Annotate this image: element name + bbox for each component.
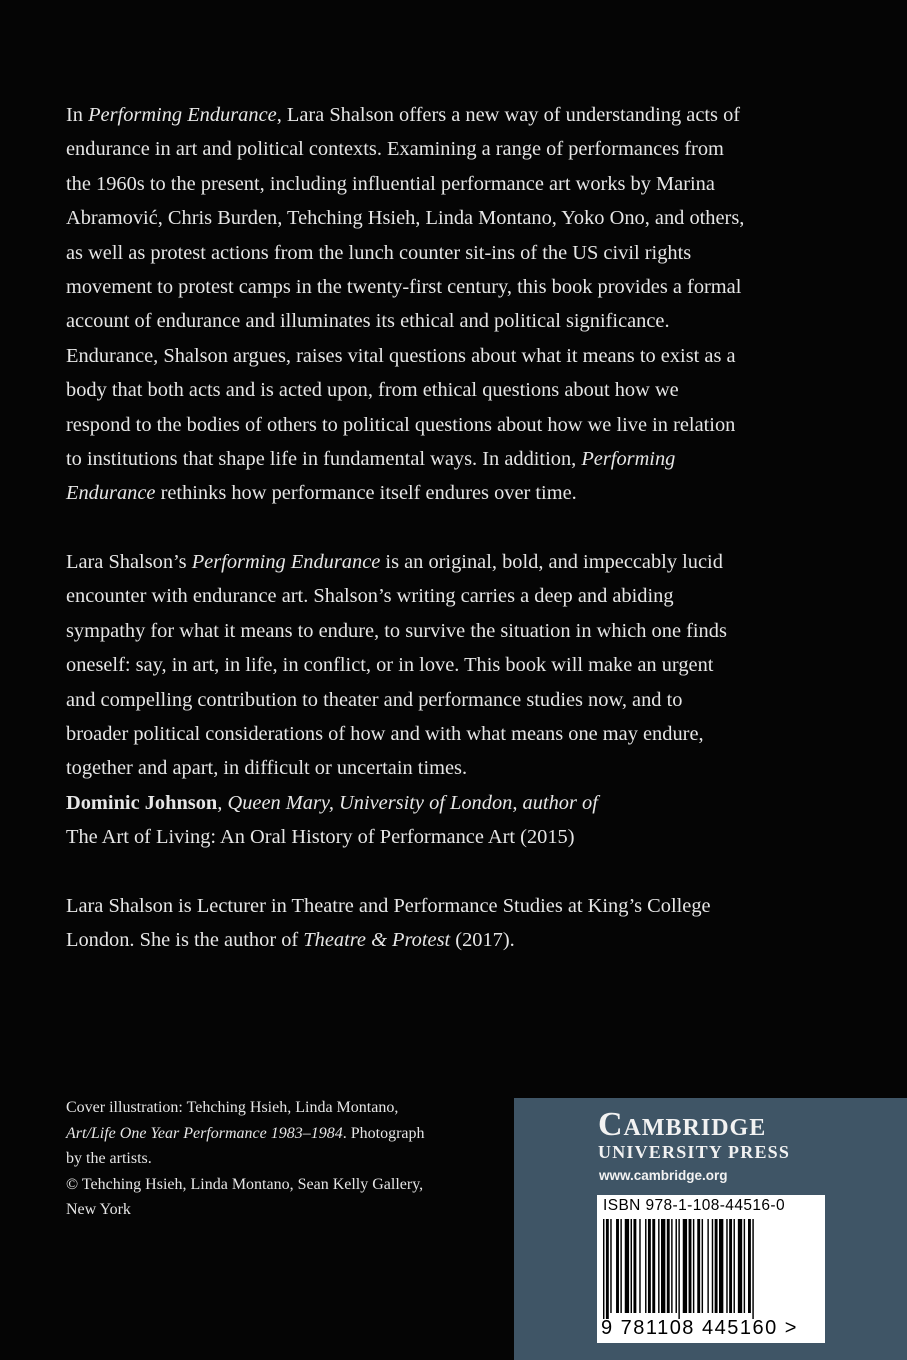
- barcode-bar: [658, 1219, 659, 1313]
- barcode-bar: [729, 1219, 732, 1313]
- barcode-bar: [639, 1219, 640, 1313]
- book-title: Performing Endurance: [191, 550, 381, 573]
- barcode-bar: [671, 1219, 672, 1313]
- author-prior-book: Theatre & Protest: [303, 928, 451, 951]
- barcode-bar: [738, 1219, 742, 1313]
- barcode-bar: [702, 1219, 703, 1313]
- credits-work-title: Art/Life One Year Performance 1983–1984: [66, 1124, 343, 1142]
- barcode-digits: 9 781108 445160 >: [601, 1317, 798, 1339]
- barcode-bar: [748, 1219, 751, 1313]
- barcode-bar: [707, 1219, 708, 1313]
- barcode-bar: [752, 1219, 753, 1319]
- blurb-paragraph-1: [66, 98, 746, 511]
- blurb-p2-intro: Lara Shalson’s: [66, 550, 192, 573]
- publisher-name: Cambridge: [598, 1106, 767, 1143]
- barcode-bar: [744, 1219, 745, 1313]
- endorsement-attribution: [66, 786, 746, 855]
- blurb-paragraph-2: [66, 545, 746, 786]
- barcode-box: [597, 1195, 825, 1343]
- credits-lead: Cover illustration: Tehching Hsieh, Linda Montano,: [66, 1099, 399, 1116]
- barcode-bar: [648, 1219, 651, 1313]
- credits-copyright: © Tehching Hsieh, Linda Montano, Sean Kelly Gallery, New York: [66, 1175, 424, 1218]
- endorser-role: , Queen Mary, University of London, author of: [217, 791, 598, 814]
- barcode-bar: [715, 1219, 718, 1313]
- barcode-bar: [697, 1219, 700, 1313]
- book-title: Performing Endurance: [66, 448, 676, 505]
- barcode-bar: [719, 1219, 723, 1313]
- blurb-p1-intro: In: [66, 104, 89, 126]
- author-bio-body: Lara Shalson is Lecturer in Theatre and Performance Studies at King’s College London. She is the author of: [66, 894, 711, 951]
- cover-credits: [66, 1095, 426, 1223]
- barcode-bar: [631, 1219, 632, 1313]
- barcode-bar: [616, 1219, 619, 1313]
- author-bio: [66, 889, 746, 958]
- barcode-bar: [625, 1219, 629, 1313]
- barcode-bar: [620, 1219, 621, 1313]
- barcode-bar: [712, 1219, 713, 1313]
- blurb-p2-body: is an original, bold, and impeccably lucid encounter with endurance art. Shalson’s writing carries a deep and abiding sympathy for what it means to endure, to survive the situation in which one finds oneself: say, in art, in life, in conflict, or in love. This book will make an urgent and compelling contribution to theater and performance studies now, and to broader political considerations of how and with what means one may endure, together and apart, in difficult or uncertain times.: [66, 550, 727, 780]
- barcode-bar: [689, 1219, 692, 1313]
- barcode-bar: [610, 1219, 611, 1313]
- barcode-bar: [678, 1219, 679, 1319]
- endorser-work: The Art of Living: An Oral History of Performance Art (2015): [66, 826, 575, 849]
- author-bio-end: (2017).: [450, 928, 515, 951]
- barcode-bar: [661, 1219, 665, 1313]
- publisher-panel: [514, 1098, 907, 1360]
- barcode-bar: [734, 1219, 735, 1313]
- endorser-name: Dominic Johnson: [66, 791, 218, 814]
- barcode-bar: [645, 1219, 646, 1313]
- barcode-bar: [606, 1219, 609, 1319]
- blurb-p1-end: rethinks how performance itself endures over time.: [155, 482, 577, 505]
- isbn-label: ISBN 978-1-108-44516-0: [603, 1197, 785, 1214]
- barcode-bar: [683, 1219, 687, 1313]
- barcode-bars: [601, 1219, 816, 1319]
- publisher-subtitle: UNIVERSITY PRESS: [598, 1142, 791, 1162]
- blurb-p1-body: , Lara Shalson offers a new way of understanding acts of endurance in art and political contexts. Examining a range of performances from the 1960s to the present, including influential performance art works by Marina Abramović, Chris Burden, Tehching Hsieh, Linda Montano, Yoko Ono, and others, as well as protest actions from the lunch counter sit-ins of the US civil rights movement to protest camps in the twenty-first century, this book provides a formal account of endurance and illuminates its ethical and political significance. Endurance, Shalson argues, raises vital questions about what it means to exist as a body that both acts and is acted upon, from ethical questions about how we respond to the bodies of others to political questions about how we live in relation to institutions that shape life in fundamental ways. In addition,: [66, 104, 745, 471]
- barcode-bar: [633, 1219, 636, 1313]
- barcode-bar: [652, 1219, 655, 1313]
- credits-photo: . Photograph by the artists.: [66, 1124, 425, 1167]
- publisher-url: www.cambridge.org: [599, 1168, 728, 1183]
- barcode-bar: [693, 1219, 694, 1313]
- barcode-bar: [603, 1219, 604, 1319]
- back-cover-blurb: [66, 98, 746, 957]
- book-title: Performing Endurance: [88, 104, 277, 126]
- barcode-bar: [676, 1219, 677, 1313]
- barcode-bar: [667, 1219, 670, 1313]
- barcode-bar: [726, 1219, 727, 1313]
